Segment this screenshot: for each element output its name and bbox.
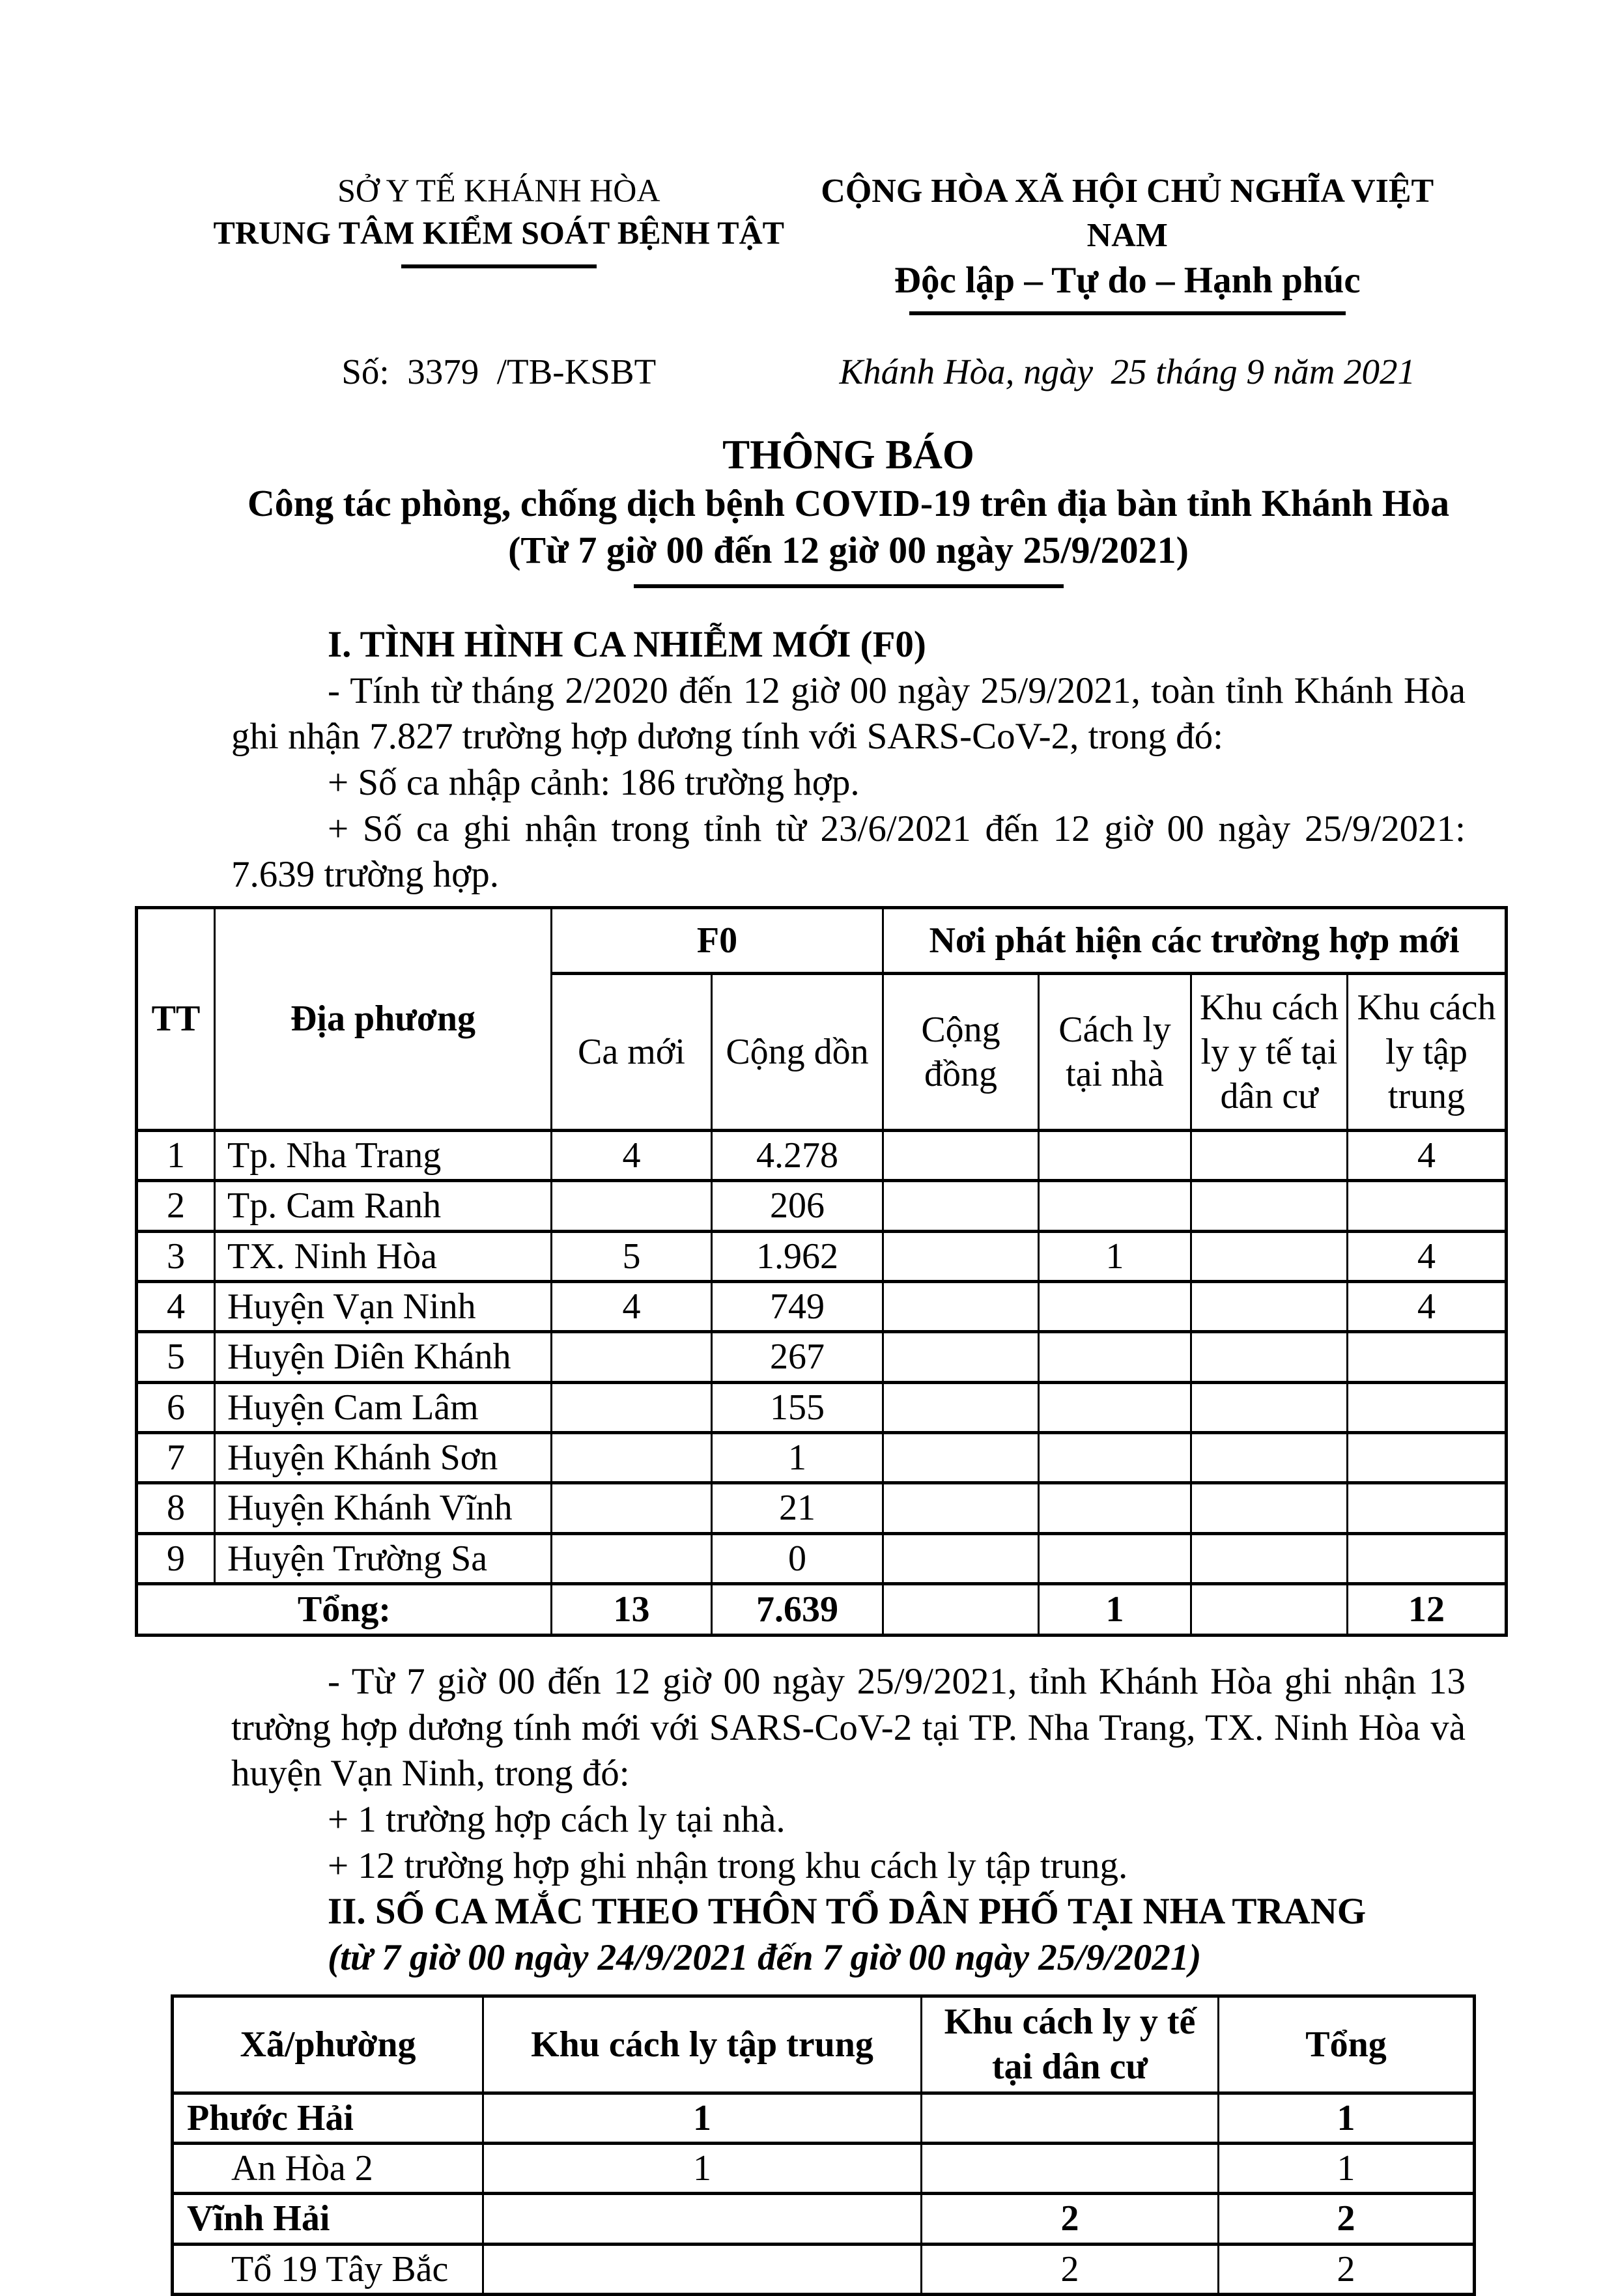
table-row (137, 1382, 1507, 1432)
table-row (137, 1231, 1507, 1281)
notes-paragraph-2: + 1 trường hợp cách ly tại nhà. (328, 1798, 786, 1840)
notes-paragraph-3: + 12 trường hợp ghi nhận trong khu cách ly tập trung. (328, 1845, 1128, 1886)
cumulative-cell: 1 (712, 1433, 883, 1483)
total-cell: 2 (1219, 2244, 1475, 2294)
total-new-cases: 13 (552, 1583, 712, 1635)
locality-cell: Huyện Trường Sa (215, 1533, 552, 1583)
total-cell: 1 (1219, 2093, 1475, 2143)
cumulative-cell: 155 (712, 1382, 883, 1432)
total-label: Tổng: (137, 1583, 552, 1635)
medical-zone-cell: 2 (922, 2244, 1219, 2294)
header-locality: Địa phương (215, 908, 552, 1131)
community-cell (883, 1533, 1039, 1583)
community-cell (883, 1181, 1039, 1231)
section-2-subheading: (từ 7 giờ 00 ngày 24/9/2021 đến 7 giờ 00 ngày 25/9/2021) (328, 1936, 1202, 1978)
medical-zone-cell: 2 (922, 2194, 1219, 2244)
national-motto: Độc lập – Tự do – Hạnh phúc (894, 260, 1361, 302)
notes-paragraph-1: - Từ 7 giờ 00 đến 12 giờ 00 ngày 25/9/2021, tỉnh Khánh Hòa ghi nhận 13 trường hợp dương tính mới với SARS-CoV-2 tại TP. Nha Trang, TX. Ninh Hòa và huyện Vạn Ninh, trong đó: (231, 1660, 1466, 1794)
medical-zone-cell (1191, 1483, 1348, 1533)
table-row (173, 2244, 1475, 2294)
tt-cell: 8 (137, 1483, 215, 1533)
medical-zone-cell (1191, 1382, 1348, 1432)
table-row (173, 2143, 1475, 2193)
home-quarantine-cell (1039, 1282, 1191, 1332)
total-medical-zone (1191, 1583, 1348, 1635)
new-cases-cell (552, 1533, 712, 1583)
section-1-paragraph-1: - Tính từ tháng 2/2020 đến 12 giờ 00 ngày 25/9/2021, toàn tỉnh Khánh Hòa ghi nhận 7.827 trường hợp dương tính với SARS-CoV-2, trong đó: (231, 670, 1466, 758)
medical-zone-cell (922, 2143, 1219, 2193)
doc-period: (Từ 7 giờ 00 đến 12 giờ 00 ngày 25/9/2021) (508, 529, 1189, 572)
header-new-cases: Ca mới (552, 974, 712, 1131)
total-cell: 2 (1219, 2194, 1475, 2244)
new-cases-cell (552, 1332, 712, 1382)
central-zone-cell: 4 (1348, 1231, 1507, 1281)
header-community: Cộng đồng (883, 974, 1039, 1131)
cumulative-cell: 1.962 (712, 1231, 883, 1281)
locality-cell: TX. Ninh Hòa (215, 1231, 552, 1281)
header-medical-quarantine-zone: Khu cách ly y tế tại dân cư (1191, 974, 1348, 1131)
issuer-name: SỞ Y TẾ KHÁNH HÒA (337, 172, 660, 208)
medical-zone-cell (1191, 1181, 1348, 1231)
tt-cell: 9 (137, 1533, 215, 1583)
table-row (137, 1433, 1507, 1483)
central-zone-cell (483, 2194, 922, 2244)
table-header-row (173, 1996, 1475, 2093)
table-row (173, 2093, 1475, 2143)
central-zone-cell: 4 (1348, 1131, 1507, 1181)
new-cases-cell: 4 (552, 1131, 712, 1181)
new-cases-cell (552, 1483, 712, 1533)
header-cumulative: Cộng dồn (712, 974, 883, 1131)
header-central-quarantine-zone: Khu cách ly tập trung (483, 1996, 922, 2093)
locality-cell: Huyện Cam Lâm (215, 1382, 552, 1432)
table-header-row (137, 908, 1507, 974)
f0-by-locality-table (135, 906, 1508, 1637)
home-quarantine-cell (1039, 1332, 1191, 1382)
table-row (137, 1533, 1507, 1583)
total-cumulative: 7.639 (712, 1583, 883, 1635)
medical-zone-cell (922, 2093, 1219, 2143)
community-cell (883, 1282, 1039, 1332)
cumulative-cell: 206 (712, 1181, 883, 1231)
tt-cell: 1 (137, 1131, 215, 1181)
total-central-zone: 12 (1348, 1583, 1507, 1635)
motto-block (789, 169, 1466, 315)
new-cases-cell: 5 (552, 1231, 712, 1281)
tt-cell: 7 (137, 1433, 215, 1483)
table-row (137, 1181, 1507, 1231)
issuer-block (208, 169, 789, 315)
central-zone-cell (483, 2244, 922, 2294)
hamlet-cell: Tổ 19 Tây Bắc (173, 2244, 483, 2294)
cumulative-cell: 4.278 (712, 1131, 883, 1181)
title-rule (634, 584, 1064, 588)
total-home-quarantine: 1 (1039, 1583, 1191, 1635)
medical-zone-cell (1191, 1433, 1348, 1483)
medical-zone-cell (1191, 1282, 1348, 1332)
number-date-row (208, 351, 1466, 392)
total-community (883, 1583, 1039, 1635)
tt-cell: 3 (137, 1231, 215, 1281)
cumulative-cell: 267 (712, 1332, 883, 1382)
doc-title: THÔNG BÁO (722, 432, 974, 478)
locality-cell: Tp. Nha Trang (215, 1131, 552, 1181)
locality-cell: Huyện Khánh Vĩnh (215, 1483, 552, 1533)
central-zone-cell: 1 (483, 2143, 922, 2193)
community-cell (883, 1483, 1039, 1533)
doc-number: Số: 3379 /TB-KSBT (341, 352, 657, 392)
cumulative-cell: 0 (712, 1533, 883, 1583)
new-cases-cell (552, 1181, 712, 1231)
locality-cell: Tp. Cam Ranh (215, 1181, 552, 1231)
header-central-quarantine-zone: Khu cách ly tập trung (1348, 974, 1507, 1131)
national-header (208, 169, 1466, 315)
motto-rule (909, 311, 1346, 315)
home-quarantine-cell: 1 (1039, 1231, 1191, 1281)
home-quarantine-cell (1039, 1533, 1191, 1583)
total-cell: 1 (1219, 2143, 1475, 2193)
national-name: CỘNG HÒA XÃ HỘI CHỦ NGHĨA VIỆT NAM (821, 173, 1434, 254)
section-2-heading: II. SỐ CA MẮC THEO THÔN TỔ DÂN PHỐ TẠI NHA TRANG (328, 1891, 1367, 1933)
community-cell (883, 1131, 1039, 1181)
header-tt: TT (137, 908, 215, 1131)
central-zone-cell (1348, 1533, 1507, 1583)
hamlet-cell: An Hòa 2 (173, 2143, 483, 2193)
table-row (137, 1332, 1507, 1382)
central-zone-cell (1348, 1181, 1507, 1231)
header-medical-quarantine-zone: Khu cách ly y tế tại dân cư (922, 1996, 1219, 2093)
home-quarantine-cell (1039, 1131, 1191, 1181)
new-cases-cell (552, 1433, 712, 1483)
table-total-row (137, 1583, 1507, 1635)
locality-cell: Huyện Vạn Ninh (215, 1282, 552, 1332)
medical-zone-cell (1191, 1131, 1348, 1181)
section-1-paragraph-3: + Số ca ghi nhận trong tỉnh từ 23/6/2021 đến 12 giờ 00 ngày 25/9/2021: 7.639 trường hợp. (231, 808, 1466, 896)
cases-by-ward-table (171, 1994, 1476, 2296)
tt-cell: 5 (137, 1332, 215, 1382)
cumulative-cell: 749 (712, 1282, 883, 1332)
section-1-paragraph-2: + Số ca nhập cảnh: 186 trường hợp. (328, 762, 860, 804)
medical-zone-cell (1191, 1332, 1348, 1382)
header-ward: Xã/phường (173, 1996, 483, 2093)
issuer-rule (401, 264, 597, 268)
home-quarantine-cell (1039, 1483, 1191, 1533)
header-home-quarantine: Cách ly tại nhà (1039, 974, 1191, 1131)
table-row (173, 2194, 1475, 2244)
community-cell (883, 1382, 1039, 1432)
header-detection-group: Nơi phát hiện các trường hợp mới (883, 908, 1507, 974)
locality-cell: Huyện Diên Khánh (215, 1332, 552, 1382)
ward-cell: Phước Hải (173, 2093, 483, 2143)
central-zone-cell: 1 (483, 2093, 922, 2143)
table-row (137, 1483, 1507, 1533)
medical-zone-cell (1191, 1533, 1348, 1583)
tt-cell: 4 (137, 1282, 215, 1332)
doc-subtitle: Công tác phòng, chống dịch bệnh COVID-19 trên địa bàn tỉnh Khánh Hòa (247, 482, 1450, 525)
central-zone-cell (1348, 1332, 1507, 1382)
central-zone-cell (1348, 1382, 1507, 1432)
cumulative-cell: 21 (712, 1483, 883, 1533)
home-quarantine-cell (1039, 1433, 1191, 1483)
table-row (137, 1282, 1507, 1332)
table-row (137, 1131, 1507, 1181)
header-f0-group: F0 (552, 908, 883, 974)
community-cell (883, 1433, 1039, 1483)
community-cell (883, 1231, 1039, 1281)
place-date: Khánh Hòa, ngày 25 tháng 9 năm 2021 (839, 352, 1416, 392)
section-1-heading: I. TÌNH HÌNH CA NHIỄM MỚI (F0) (328, 624, 926, 666)
tt-cell: 2 (137, 1181, 215, 1231)
central-zone-cell (1348, 1483, 1507, 1533)
new-cases-cell: 4 (552, 1282, 712, 1332)
medical-zone-cell (1191, 1231, 1348, 1281)
central-zone-cell: 4 (1348, 1282, 1507, 1332)
ward-cell: Vĩnh Hải (173, 2194, 483, 2244)
title-block (231, 430, 1466, 588)
issuer-org: TRUNG TÂM KIỂM SOÁT BỆNH TẬT (213, 214, 785, 251)
tt-cell: 6 (137, 1382, 215, 1432)
header-total: Tổng (1219, 1996, 1475, 2093)
home-quarantine-cell (1039, 1181, 1191, 1231)
new-cases-cell (552, 1382, 712, 1432)
community-cell (883, 1332, 1039, 1382)
central-zone-cell (1348, 1433, 1507, 1483)
home-quarantine-cell (1039, 1382, 1191, 1432)
locality-cell: Huyện Khánh Sơn (215, 1433, 552, 1483)
